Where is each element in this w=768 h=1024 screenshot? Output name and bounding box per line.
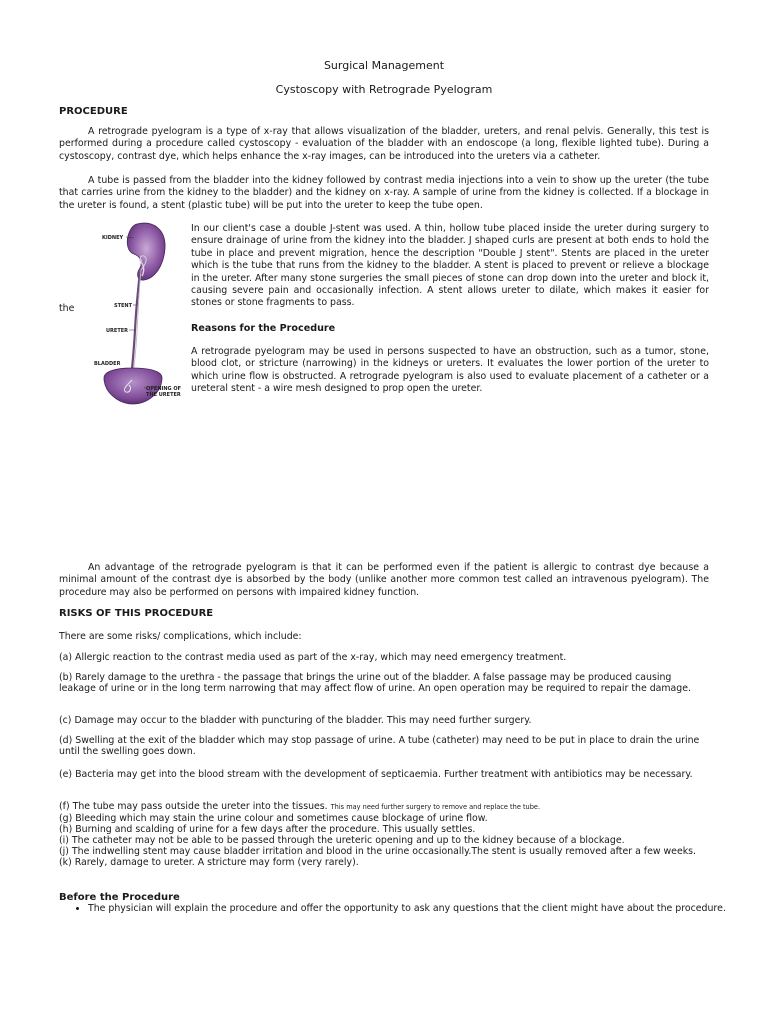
risk-g: (g) Bleeding which may stain the urine colour and sometimes cause blockage of urine flow. [59,813,488,824]
risk-a: (a) Allergic reaction to the contrast media used as part of the x-ray, which may need emergency treatment. [59,652,567,663]
before-bullet-1: • The physician will explain the procedure and offer the opportunity to ask any questions that the client might have about the procedure. [88,903,738,915]
risk-j: (j) The indwelling stent may cause bladder irritation and blood in the urine occasionally.The stent is usually removed after a few weeks. [59,846,697,857]
label-opening-line2: THE URETER [146,392,181,398]
document-title: Surgical Management [323,59,445,72]
label-opening-line1: OPENING OF [146,386,182,392]
advantage-paragraph: An advantage of the retrograde pyelogram is that it can be performed even if the patient is allergic to contrast dye because a minimal amount of the contrast dye is absorbed by the body (unlike another more common test called an intravenous pyelogram). The procedure may also be performed on persons with impaired kidney function. [59,562,709,598]
intro-paragraph: A retrograde pyelogram is a type of x-ray that allows visualization of the bladder, ureters, and renal pelvis. Generally, this test is performed during a procedure called cystoscopy - evaluation of the bladder with an endoscope (a long, flexible lighted tube). During a cystoscopy, contrast dye, which helps enhance the x-ray images, can be introduced into the ureters via a catheter. [59,126,709,162]
kidney-shape [127,223,165,280]
risk-f-main: (f) The tube may pass outside the ureter into the tissues. [59,801,331,812]
risks-intro: There are some risks/ complications, which include: [59,631,302,642]
reasons-paragraph: A retrograde pyelogram may be used in persons suspected to have an obstruction, such as a tumor, stone, blood clot, or stricture (narrowing) in the kidneys or ureters. It evaluates the lower portion of the ureter to which urine flow is obstructed. A retrograde pyelogram is also used to evaluate placement of a catheter or a ureteral stent - a wire mesh designed to prop open the ureter. [191,346,709,395]
label-stent: STENT [114,303,133,309]
risk-list-compact [59,801,709,868]
risk-c: (c) Damage may occur to the bladder with puncturing of the bladder. This may need further surgery. [59,715,532,726]
risk-k: (k) Rarely, damage to ureter. A stricture may form (very rarely). [59,857,359,868]
before-heading: Before the Procedure [59,892,180,903]
risk-f [59,801,709,813]
kidney-stent-diagram [82,220,188,406]
risk-b: (b) Rarely damage to the urethra - the passage that brings the urine out of the bladder. A false passage may be produced causing leakage of urine or in the long term narrowing that may affect flow of urine. An open operation may be required to repair the damage. [59,672,691,694]
risk-e: (e) Bacteria may get into the blood stream with the development of septicaemia. Further treatment with antibiotics may be necessary. [59,769,693,780]
procedure-heading: PROCEDURE [59,106,128,117]
before-list [59,903,738,915]
risk-i: (i) The catheter may not be able to be passed through the ureteric opening and up to the kidney because of a blockage. [59,835,625,846]
ureter-line [131,272,140,380]
reasons-heading: Reasons for the Procedure [191,323,336,334]
risk-f-small: This may need further surgery to remove and replace the tube. [330,803,541,811]
stent-paragraph: In our client's case a double J-stent was used. A thin, hollow tube placed inside the ureter during surgery to ensure drainage of urine from the kidney into the bladder. J shaped curls are present at both ends to hold the tube in place and prevent migration, hence the description "Double J stent". Stents are placed in the ureter which is the tube that runs from the kidney to the bladder. A stent is placed to prevent or relieve a blockage in the ureter. After many stone surgeries the small pieces of stone can drop down into the ureter and block it, causing severe pain and occasionally infection. A stent allows ureter to dilate, which makes it easier for stones or stone fragments to pass. [191,223,709,309]
risk-h: (h) Burning and scalding of urine for a few days after the procedure. This usually settles. [59,824,476,835]
risks-heading: RISKS OF THIS PROCEDURE [59,608,214,619]
risk-d: (d) Swelling at the exit of the bladder which may stop passage of urine. A tube (catheter) may need to be put in place to drain the urine until the swelling goes down. [59,735,700,757]
document-subtitle: Cystoscopy with Retrograde Pyelogram [275,83,493,96]
tube-paragraph: A tube is passed from the bladder into the kidney followed by contrast media injections into a vein to show up the ureter (the tube that carries urine from the kidney to the bladder) and the kidney on x-ray. A sample of urine from the kidney is collected. If a blockage in the ureter is found, a stent (plastic tube) will be put into the ureter to keep the tube open. [59,175,709,211]
label-kidney: KIDNEY [102,235,124,241]
stray-word-the: the [59,303,75,314]
label-ureter: URETER [106,328,129,334]
label-bladder: BLADDER [94,361,121,367]
